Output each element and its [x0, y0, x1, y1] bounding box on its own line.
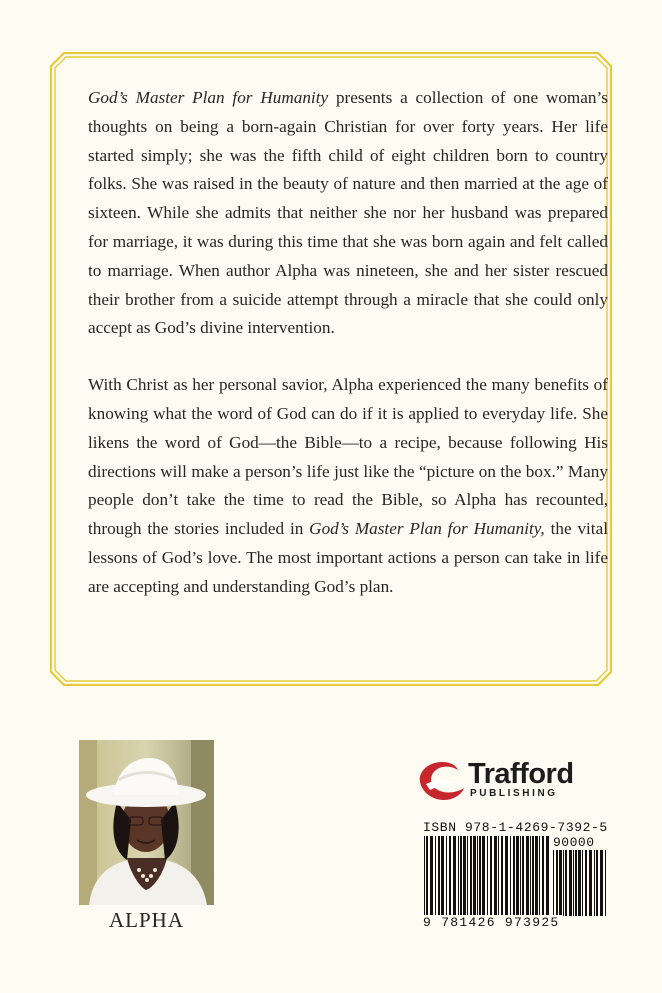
barcode-bar: [582, 850, 583, 916]
barcode-bar: [494, 836, 497, 916]
isbn-label: ISBN 978-1-4269-7392-5: [423, 820, 608, 835]
barcode-bar: [449, 836, 451, 916]
barcode-bar: [585, 850, 587, 916]
barcode-bar: [559, 850, 562, 916]
barcode-bar: [441, 836, 444, 916]
barcode-bar: [473, 836, 476, 916]
barcode-bar: [477, 836, 478, 916]
publisher-subtitle: PUBLISHING: [470, 788, 558, 799]
barcode-bar: [553, 850, 554, 916]
author-name: ALPHA: [108, 908, 184, 932]
barcode-bar: [526, 836, 529, 916]
barcode-bar: [446, 836, 447, 916]
barcode-bar: [535, 836, 538, 916]
barcode-bar: [470, 836, 472, 916]
barcode-bar: [453, 836, 456, 916]
blurb-text: With Christ as her personal savior, Alpha experienced the many benefits of knowing what the word of God can do if it is applied to everyday life. She likens the word of God—the Bible—to a recipe, because following His directions will make a person’s life just like the “picture on the box.” Many people don’t take the time to read the Bible, so Alpha has recounted, through the stories included in: [88, 375, 608, 539]
barcode-bar: [589, 850, 592, 916]
back-cover-blurb: [88, 84, 608, 602]
price-barcode: [552, 850, 608, 916]
publisher-name: Trafford: [468, 758, 574, 790]
barcode-bar: [490, 836, 492, 916]
barcode-bar: [498, 836, 499, 916]
barcode-bar: [546, 836, 549, 916]
blurb-paragraph-2: [88, 371, 608, 601]
barcode-bar: [516, 836, 519, 916]
barcode-bar: [575, 850, 577, 916]
barcode-bar: [556, 850, 558, 916]
barcode-bar: [573, 850, 574, 916]
price-code: 90000: [553, 835, 595, 850]
barcode-bar: [424, 836, 425, 916]
book-title-italic: God’s Master Plan for Humanity: [88, 88, 329, 107]
barcode-bar: [542, 836, 544, 916]
barcode-bar: [600, 850, 603, 916]
book-title-italic: God’s Master Plan for Humanity,: [309, 519, 545, 539]
barcode-bar: [487, 836, 488, 916]
barcode-bar: [594, 850, 595, 916]
barcode-bar: [458, 836, 459, 916]
author-photo: [79, 740, 214, 905]
barcode-bar: [482, 836, 485, 916]
barcode-bar: [520, 836, 521, 916]
barcode-bar: [596, 850, 598, 916]
barcode-bar: [522, 836, 524, 916]
barcode-bar: [510, 836, 511, 916]
blurb-text: the vital lessons of God’s love. The most important actions a person can take in life are accepting and understanding God’s plan.: [88, 519, 608, 596]
barcode-bar: [530, 836, 531, 916]
barcode-bar: [532, 836, 534, 916]
trafford-swoosh-icon: [418, 760, 466, 802]
barcode-bar: [578, 850, 581, 916]
publisher-logo: [418, 760, 618, 804]
barcode-bar: [513, 836, 515, 916]
barcode-bar: [438, 836, 440, 916]
barcode-bar: [467, 836, 468, 916]
blurb-text: presents a collection of one woman’s thoughts on being a born-again Christian for over forty years. Her life started simply; she was the fifth child of eight children born to country folks. She was raised in the beauty of nature and then married at the age of sixteen. While she admits that neither she nor her husband was prepared for marriage, it was during this time that she was born again and felt called to marriage. When author Alpha was nineteen, she and her sister rescued their brother from a suicide attempt through a miracle that she could only accept as God’s divine intervention.: [88, 88, 608, 338]
barcode-bar: [565, 850, 567, 916]
barcode-bar: [539, 836, 540, 916]
barcode-bar: [569, 850, 572, 916]
barcode-bar: [463, 836, 466, 916]
barcode-bar: [505, 836, 508, 916]
barcode-bar: [426, 836, 428, 916]
barcode-bar: [605, 850, 606, 916]
barcode-bar: [430, 836, 433, 916]
barcode-bar: [460, 836, 462, 916]
blurb-paragraph-1: [88, 84, 608, 343]
ean-digits: 9 781426 973925: [423, 915, 560, 930]
barcode-bar: [479, 836, 481, 916]
barcode-bar: [435, 836, 436, 916]
barcode-bar: [501, 836, 503, 916]
barcode-bar: [563, 850, 564, 916]
isbn-barcode: [423, 836, 549, 916]
